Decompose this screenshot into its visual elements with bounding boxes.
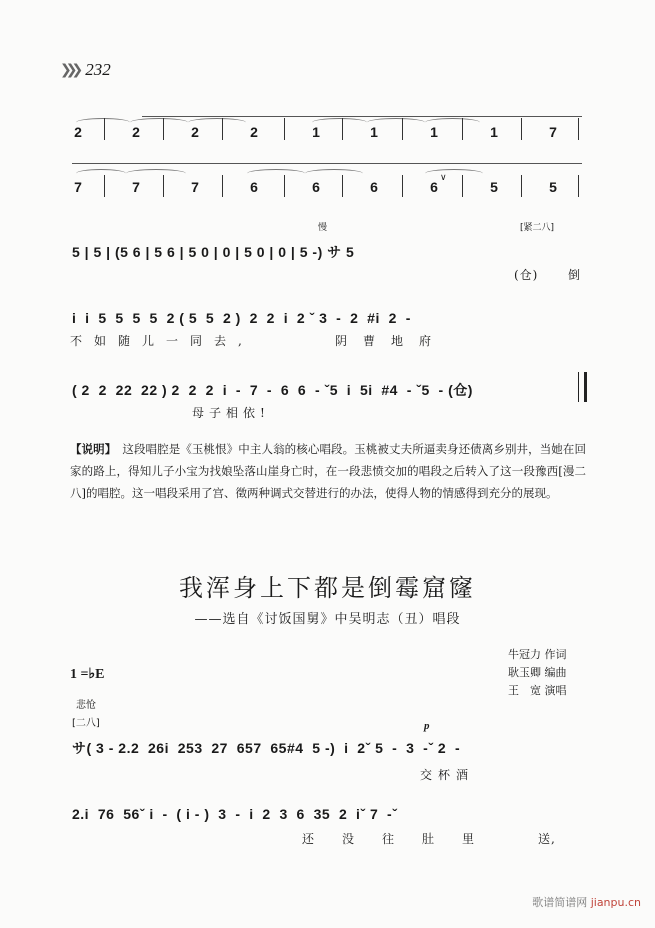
lyricist: 牛冠力 作词 — [508, 648, 567, 661]
score-row-4: i i 5 5 5 5 2 ( 5 5 2 ) 2 2 i 2 ˇ 3 - 2 #i 2 - — [72, 310, 411, 326]
song2-row-1: サ( 3 - 2.2 26i 253 27 657 65#4 5 -) i 2ˇ 5 - 3 -ˇ 2 - — [72, 740, 461, 756]
section-mark: [紧二八] — [520, 223, 555, 233]
note: 5 — [490, 179, 498, 195]
explanation-text: 这段唱腔是《玉桃恨》中主人翁的核心唱段。玉桃被丈夫所逼卖身还债离乡别井，当她在回家的路上，得知儿子小宝为找娘坠落山崖身亡时，在一段悲愤交加的唱段之后转入了这一段豫西[漫二八]的唱腔。这一唱段采用了宫、徵两种调式交替进行的办法，使得人物的情感得到充分的展现。 — [70, 442, 586, 500]
note: 2 — [74, 124, 82, 140]
note: 7 — [191, 179, 199, 195]
lyric-line-4: 交杯酒 — [420, 768, 475, 782]
note: 6 — [312, 179, 320, 195]
explanation-paragraph — [70, 438, 586, 504]
note: 6 — [250, 179, 258, 195]
note: 6 — [430, 179, 438, 195]
note: 6 — [370, 179, 378, 195]
song2-row-2: 2.i 76 56ˇ i - ( i - ) 3 - i 2 3 6 35 2 iˇ 7 -ˇ — [72, 806, 398, 822]
score-row-2: 7 7 7 6 6 6 6 ∨ 5 5 — [62, 175, 592, 215]
arranger: 耿玉卿 编曲 — [508, 666, 567, 679]
mood-mark: 悲怆 — [76, 700, 96, 711]
song-subtitle: ——选自《讨饭国舅》中吴明志（丑）唱段 — [194, 612, 461, 627]
watermark — [532, 894, 641, 910]
dynamic-mark: p — [424, 720, 430, 732]
lyric-line-5: 还没往肚里 — [302, 832, 503, 846]
song-title: 我浑身上下都是倒霉窟窿 — [179, 574, 476, 602]
lyric-line-6: 送, — [538, 832, 556, 846]
lyric-line-2: 阴曹地府 — [335, 334, 448, 348]
performer: 王 宽 演唱 — [508, 684, 567, 697]
credits — [508, 646, 567, 700]
final-barline — [578, 372, 587, 402]
note: 7 — [74, 179, 82, 195]
watermark-cn: 歌谱简谱网 — [532, 896, 588, 909]
page-number: 232 — [85, 60, 111, 79]
section-mark-2: [二八] — [72, 718, 100, 729]
lyric-line-3: 母子相依! — [192, 406, 270, 420]
note: 1 — [490, 124, 498, 140]
key-signature: 1 =♭E — [70, 667, 105, 682]
note: 2 — [191, 124, 199, 140]
watermark-url: jianpu.cn — [590, 896, 641, 909]
lyric: (仓) — [514, 268, 539, 282]
score-row-3: 5 | 5 | (5 6 | 5 6 | 5 0 | 0 | 5 0 | 0 | 5 -) サ 5 — [72, 244, 355, 260]
note: 1 — [312, 124, 320, 140]
lyric-line-1: 不如随儿一同去, — [70, 334, 254, 348]
note: 7 — [549, 124, 557, 140]
score-row-1 — [62, 118, 592, 158]
score-row-5: ( 2 2 22 22 ) 2 2 2 i - 7 - 6 6 - ˇ5 i 5i #4 - ˇ5 - (仓) — [72, 382, 473, 398]
note: 2 — [250, 124, 258, 140]
triple-chevron-icon: ❯❯❯ — [60, 62, 78, 78]
note: 5 — [549, 179, 557, 195]
explanation-label: 【说明】 — [70, 442, 117, 456]
lyric: 倒 — [568, 268, 582, 282]
note: 1 — [430, 124, 438, 140]
page-header — [60, 60, 111, 80]
note: 7 — [132, 179, 140, 195]
note: 1 — [370, 124, 378, 140]
tempo-mark: 慢 — [318, 223, 328, 233]
note: 2 — [132, 124, 140, 140]
